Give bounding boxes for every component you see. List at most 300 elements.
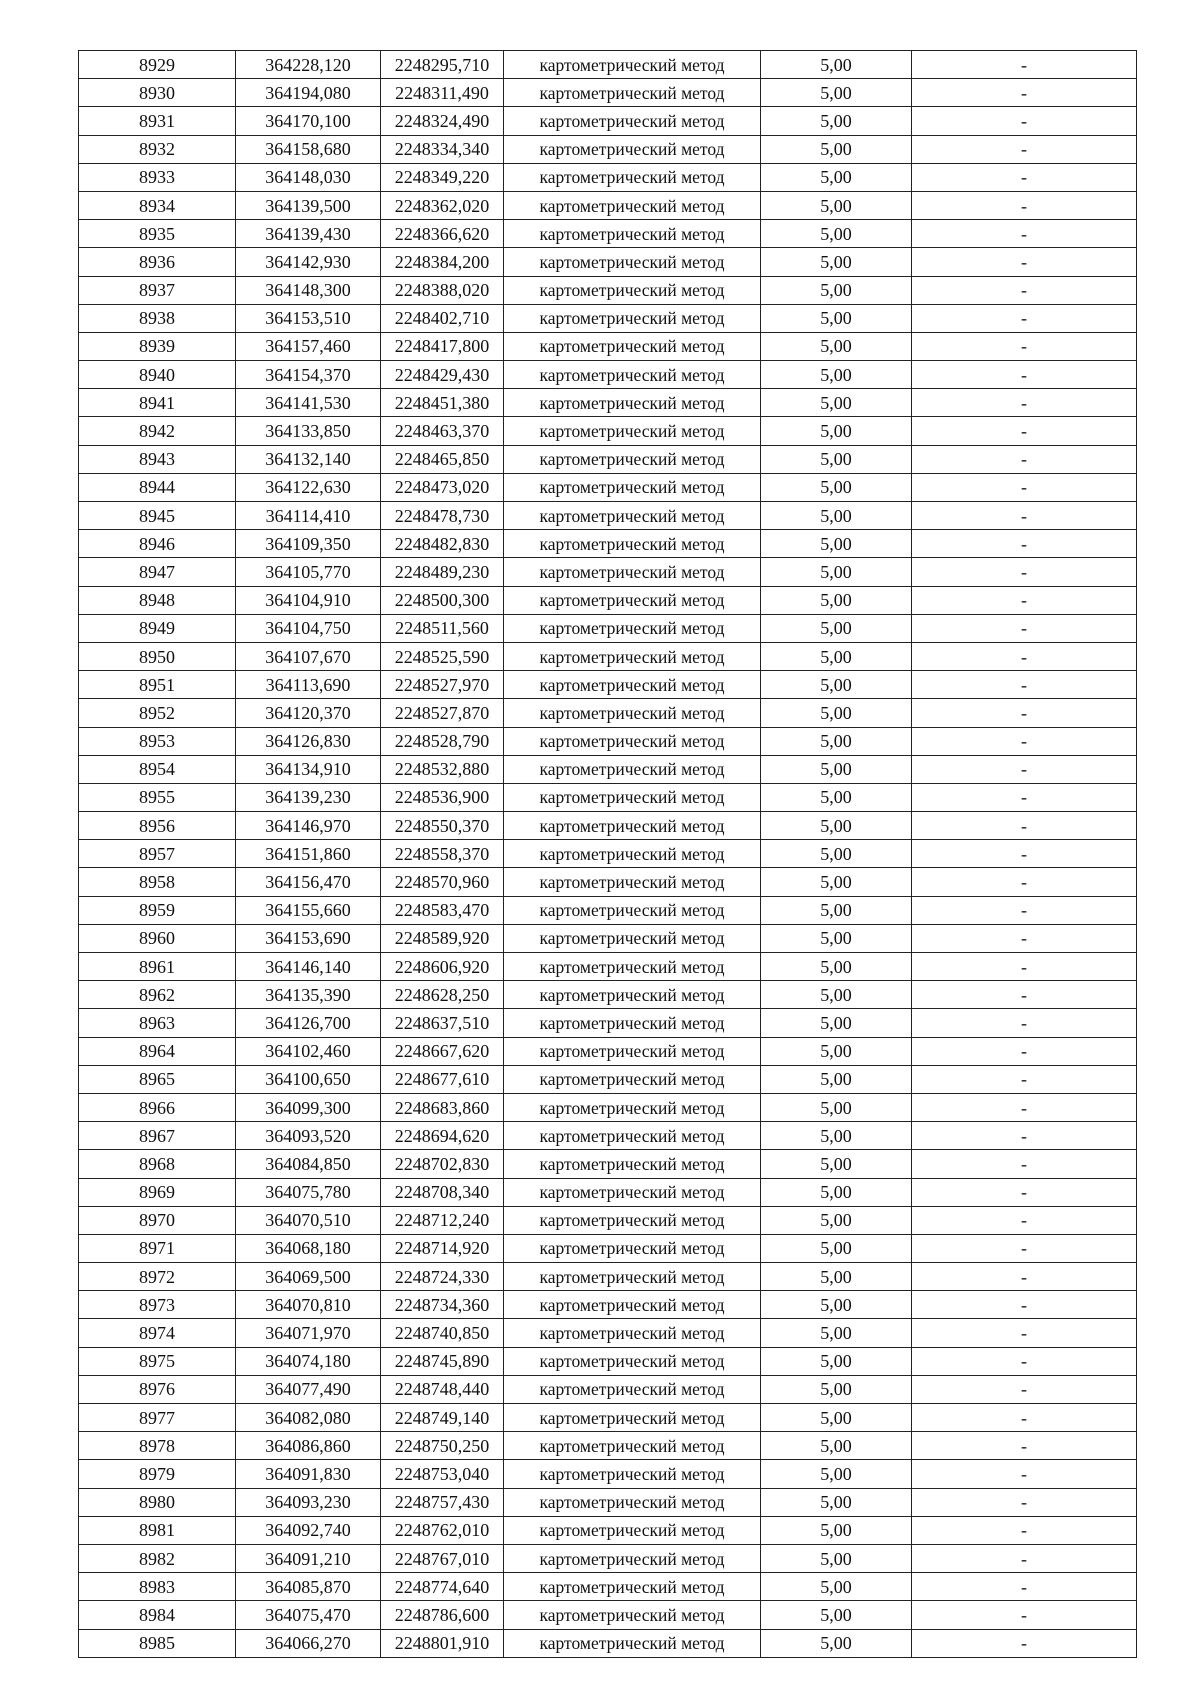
cell-accuracy: 5,00	[761, 727, 912, 755]
cell-method: картометрический метод	[504, 304, 761, 332]
cell-accuracy: 5,00	[761, 953, 912, 981]
cell-method: картометрический метод	[504, 1093, 761, 1121]
cell-y-coordinate: 2248482,830	[381, 530, 504, 558]
cell-description: -	[912, 1375, 1137, 1403]
cell-accuracy: 5,00	[761, 417, 912, 445]
cell-y-coordinate: 2248366,620	[381, 220, 504, 248]
table-row	[79, 1150, 1137, 1178]
cell-point-number: 8938	[79, 304, 236, 332]
cell-method: картометрический метод	[504, 1206, 761, 1234]
cell-y-coordinate: 2248558,370	[381, 840, 504, 868]
cell-point-number: 8971	[79, 1234, 236, 1262]
cell-point-number: 8940	[79, 361, 236, 389]
table-row	[79, 1629, 1137, 1657]
cell-point-number: 8984	[79, 1601, 236, 1629]
cell-accuracy: 5,00	[761, 1544, 912, 1572]
cell-description: -	[912, 1516, 1137, 1544]
cell-y-coordinate: 2248417,800	[381, 332, 504, 360]
table-row	[79, 135, 1137, 163]
cell-accuracy: 5,00	[761, 1516, 912, 1544]
table-row	[79, 614, 1137, 642]
cell-accuracy: 5,00	[761, 1573, 912, 1601]
cell-y-coordinate: 2248745,890	[381, 1347, 504, 1375]
cell-accuracy: 5,00	[761, 1206, 912, 1234]
table-row	[79, 163, 1137, 191]
cell-description: -	[912, 896, 1137, 924]
cell-x-coordinate: 364157,460	[236, 332, 381, 360]
cell-x-coordinate: 364114,410	[236, 502, 381, 530]
cell-point-number: 8977	[79, 1404, 236, 1432]
cell-method: картометрический метод	[504, 1516, 761, 1544]
cell-description: -	[912, 248, 1137, 276]
cell-y-coordinate: 2248465,850	[381, 445, 504, 473]
cell-x-coordinate: 364142,930	[236, 248, 381, 276]
cell-description: -	[912, 671, 1137, 699]
cell-point-number: 8947	[79, 558, 236, 586]
cell-x-coordinate: 364070,510	[236, 1206, 381, 1234]
cell-accuracy: 5,00	[761, 642, 912, 670]
cell-y-coordinate: 2248570,960	[381, 868, 504, 896]
cell-point-number: 8932	[79, 135, 236, 163]
cell-y-coordinate: 2248724,330	[381, 1263, 504, 1291]
cell-accuracy: 5,00	[761, 1263, 912, 1291]
table-row	[79, 840, 1137, 868]
cell-x-coordinate: 364092,740	[236, 1516, 381, 1544]
cell-accuracy: 5,00	[761, 220, 912, 248]
cell-method: картометрический метод	[504, 135, 761, 163]
cell-method: картометрический метод	[504, 107, 761, 135]
cell-description: -	[912, 473, 1137, 501]
cell-x-coordinate: 364091,830	[236, 1460, 381, 1488]
cell-description: -	[912, 840, 1137, 868]
cell-x-coordinate: 364228,120	[236, 51, 381, 79]
cell-description: -	[912, 1150, 1137, 1178]
cell-point-number: 8981	[79, 1516, 236, 1544]
table-row	[79, 389, 1137, 417]
cell-point-number: 8929	[79, 51, 236, 79]
cell-description: -	[912, 924, 1137, 952]
table-row	[79, 671, 1137, 699]
cell-y-coordinate: 2248489,230	[381, 558, 504, 586]
table-row	[79, 1037, 1137, 1065]
cell-method: картометрический метод	[504, 783, 761, 811]
cell-point-number: 8935	[79, 220, 236, 248]
cell-method: картометрический метод	[504, 1375, 761, 1403]
table-row	[79, 699, 1137, 727]
cell-point-number: 8949	[79, 614, 236, 642]
cell-point-number: 8972	[79, 1263, 236, 1291]
table-row	[79, 755, 1137, 783]
cell-point-number: 8978	[79, 1432, 236, 1460]
cell-accuracy: 5,00	[761, 586, 912, 614]
cell-accuracy: 5,00	[761, 1488, 912, 1516]
cell-x-coordinate: 364104,910	[236, 586, 381, 614]
table-row	[79, 51, 1137, 79]
cell-point-number: 8948	[79, 586, 236, 614]
cell-point-number: 8970	[79, 1206, 236, 1234]
cell-method: картометрический метод	[504, 1432, 761, 1460]
cell-y-coordinate: 2248295,710	[381, 51, 504, 79]
cell-accuracy: 5,00	[761, 614, 912, 642]
cell-method: картометрический метод	[504, 614, 761, 642]
cell-point-number: 8954	[79, 755, 236, 783]
cell-x-coordinate: 364141,530	[236, 389, 381, 417]
cell-x-coordinate: 364135,390	[236, 981, 381, 1009]
cell-description: -	[912, 812, 1137, 840]
table-row	[79, 1263, 1137, 1291]
table-row	[79, 924, 1137, 952]
table-row	[79, 304, 1137, 332]
cell-description: -	[912, 51, 1137, 79]
cell-method: картометрический метод	[504, 276, 761, 304]
table-row	[79, 1544, 1137, 1572]
cell-y-coordinate: 2248637,510	[381, 1009, 504, 1037]
cell-point-number: 8952	[79, 699, 236, 727]
cell-point-number: 8966	[79, 1093, 236, 1121]
cell-point-number: 8975	[79, 1347, 236, 1375]
table-row	[79, 530, 1137, 558]
cell-accuracy: 5,00	[761, 558, 912, 586]
cell-point-number: 8976	[79, 1375, 236, 1403]
cell-y-coordinate: 2248714,920	[381, 1234, 504, 1262]
cell-method: картометрический метод	[504, 361, 761, 389]
cell-accuracy: 5,00	[761, 1404, 912, 1432]
cell-description: -	[912, 1319, 1137, 1347]
cell-method: картометрический метод	[504, 812, 761, 840]
table-row	[79, 1488, 1137, 1516]
cell-description: -	[912, 502, 1137, 530]
cell-point-number: 8945	[79, 502, 236, 530]
table-row	[79, 1234, 1137, 1262]
cell-x-coordinate: 364126,830	[236, 727, 381, 755]
cell-y-coordinate: 2248532,880	[381, 755, 504, 783]
table-row	[79, 981, 1137, 1009]
cell-point-number: 8958	[79, 868, 236, 896]
cell-y-coordinate: 2248606,920	[381, 953, 504, 981]
cell-accuracy: 5,00	[761, 896, 912, 924]
cell-method: картометрический метод	[504, 755, 761, 783]
cell-y-coordinate: 2248712,240	[381, 1206, 504, 1234]
cell-point-number: 8930	[79, 79, 236, 107]
cell-y-coordinate: 2248753,040	[381, 1460, 504, 1488]
cell-description: -	[912, 1432, 1137, 1460]
cell-accuracy: 5,00	[761, 79, 912, 107]
cell-description: -	[912, 191, 1137, 219]
cell-point-number: 8980	[79, 1488, 236, 1516]
cell-y-coordinate: 2248740,850	[381, 1319, 504, 1347]
cell-point-number: 8953	[79, 727, 236, 755]
cell-description: -	[912, 868, 1137, 896]
table-row	[79, 868, 1137, 896]
cell-accuracy: 5,00	[761, 1122, 912, 1150]
table-row	[79, 1460, 1137, 1488]
cell-accuracy: 5,00	[761, 812, 912, 840]
cell-accuracy: 5,00	[761, 1601, 912, 1629]
cell-accuracy: 5,00	[761, 671, 912, 699]
cell-x-coordinate: 364109,350	[236, 530, 381, 558]
cell-x-coordinate: 364093,520	[236, 1122, 381, 1150]
cell-method: картометрический метод	[504, 727, 761, 755]
cell-point-number: 8982	[79, 1544, 236, 1572]
cell-point-number: 8983	[79, 1573, 236, 1601]
cell-point-number: 8955	[79, 783, 236, 811]
cell-accuracy: 5,00	[761, 1629, 912, 1657]
cell-y-coordinate: 2248349,220	[381, 163, 504, 191]
cell-accuracy: 5,00	[761, 1460, 912, 1488]
cell-accuracy: 5,00	[761, 1009, 912, 1037]
cell-accuracy: 5,00	[761, 107, 912, 135]
cell-y-coordinate: 2248762,010	[381, 1516, 504, 1544]
cell-method: картометрический метод	[504, 502, 761, 530]
cell-x-coordinate: 364148,030	[236, 163, 381, 191]
cell-description: -	[912, 220, 1137, 248]
table-row	[79, 1206, 1137, 1234]
cell-y-coordinate: 2248311,490	[381, 79, 504, 107]
cell-x-coordinate: 364084,850	[236, 1150, 381, 1178]
cell-accuracy: 5,00	[761, 1234, 912, 1262]
table-row	[79, 642, 1137, 670]
cell-accuracy: 5,00	[761, 1178, 912, 1206]
cell-method: картометрический метод	[504, 896, 761, 924]
cell-x-coordinate: 364133,850	[236, 417, 381, 445]
cell-accuracy: 5,00	[761, 1432, 912, 1460]
cell-y-coordinate: 2248384,200	[381, 248, 504, 276]
cell-accuracy: 5,00	[761, 163, 912, 191]
cell-description: -	[912, 1488, 1137, 1516]
table-row	[79, 558, 1137, 586]
cell-description: -	[912, 445, 1137, 473]
cell-point-number: 8968	[79, 1150, 236, 1178]
cell-y-coordinate: 2248536,900	[381, 783, 504, 811]
table-row	[79, 502, 1137, 530]
cell-description: -	[912, 276, 1137, 304]
cell-method: картометрический метод	[504, 389, 761, 417]
cell-x-coordinate: 364105,770	[236, 558, 381, 586]
cell-method: картометрический метод	[504, 248, 761, 276]
cell-accuracy: 5,00	[761, 1065, 912, 1093]
cell-point-number: 8937	[79, 276, 236, 304]
cell-point-number: 8960	[79, 924, 236, 952]
cell-method: картометрический метод	[504, 1488, 761, 1516]
cell-accuracy: 5,00	[761, 445, 912, 473]
cell-point-number: 8959	[79, 896, 236, 924]
table-row	[79, 276, 1137, 304]
cell-point-number: 8979	[79, 1460, 236, 1488]
cell-method: картометрический метод	[504, 1122, 761, 1150]
cell-x-coordinate: 364139,230	[236, 783, 381, 811]
cell-accuracy: 5,00	[761, 51, 912, 79]
cell-description: -	[912, 1544, 1137, 1572]
cell-y-coordinate: 2248677,610	[381, 1065, 504, 1093]
table-row	[79, 1009, 1137, 1037]
table-row	[79, 783, 1137, 811]
cell-y-coordinate: 2248589,920	[381, 924, 504, 952]
cell-accuracy: 5,00	[761, 332, 912, 360]
cell-y-coordinate: 2248702,830	[381, 1150, 504, 1178]
cell-accuracy: 5,00	[761, 1375, 912, 1403]
table-row	[79, 1291, 1137, 1319]
table-row	[79, 1065, 1137, 1093]
cell-y-coordinate: 2248402,710	[381, 304, 504, 332]
cell-accuracy: 5,00	[761, 1319, 912, 1347]
cell-y-coordinate: 2248500,300	[381, 586, 504, 614]
cell-x-coordinate: 364077,490	[236, 1375, 381, 1403]
cell-method: картометрический метод	[504, 558, 761, 586]
cell-point-number: 8964	[79, 1037, 236, 1065]
cell-x-coordinate: 364069,500	[236, 1263, 381, 1291]
cell-point-number: 8973	[79, 1291, 236, 1319]
cell-description: -	[912, 530, 1137, 558]
coordinates-table-body	[79, 51, 1137, 1658]
cell-accuracy: 5,00	[761, 361, 912, 389]
table-row	[79, 1516, 1137, 1544]
cell-method: картометрический метод	[504, 981, 761, 1009]
cell-accuracy: 5,00	[761, 1347, 912, 1375]
table-row	[79, 727, 1137, 755]
table-row	[79, 1601, 1137, 1629]
cell-description: -	[912, 1009, 1137, 1037]
cell-point-number: 8950	[79, 642, 236, 670]
table-row	[79, 473, 1137, 501]
cell-description: -	[912, 727, 1137, 755]
cell-y-coordinate: 2248525,590	[381, 642, 504, 670]
cell-method: картометрический метод	[504, 1601, 761, 1629]
cell-accuracy: 5,00	[761, 135, 912, 163]
cell-x-coordinate: 364082,080	[236, 1404, 381, 1432]
cell-method: картометрический метод	[504, 1460, 761, 1488]
cell-description: -	[912, 304, 1137, 332]
cell-y-coordinate: 2248757,430	[381, 1488, 504, 1516]
cell-description: -	[912, 135, 1137, 163]
cell-y-coordinate: 2248708,340	[381, 1178, 504, 1206]
cell-point-number: 8934	[79, 191, 236, 219]
table-row	[79, 896, 1137, 924]
cell-description: -	[912, 783, 1137, 811]
cell-accuracy: 5,00	[761, 1291, 912, 1319]
cell-y-coordinate: 2248527,870	[381, 699, 504, 727]
cell-y-coordinate: 2248473,020	[381, 473, 504, 501]
cell-point-number: 8944	[79, 473, 236, 501]
cell-point-number: 8942	[79, 417, 236, 445]
cell-accuracy: 5,00	[761, 868, 912, 896]
cell-description: -	[912, 1460, 1137, 1488]
cell-x-coordinate: 364151,860	[236, 840, 381, 868]
cell-description: -	[912, 1206, 1137, 1234]
cell-method: картометрический метод	[504, 79, 761, 107]
cell-x-coordinate: 364154,370	[236, 361, 381, 389]
cell-y-coordinate: 2248749,140	[381, 1404, 504, 1432]
cell-x-coordinate: 364102,460	[236, 1037, 381, 1065]
cell-point-number: 8931	[79, 107, 236, 135]
table-row	[79, 248, 1137, 276]
cell-y-coordinate: 2248451,380	[381, 389, 504, 417]
cell-x-coordinate: 364139,430	[236, 220, 381, 248]
cell-method: картометрический метод	[504, 924, 761, 952]
table-row	[79, 1122, 1137, 1150]
cell-description: -	[912, 699, 1137, 727]
cell-x-coordinate: 364075,780	[236, 1178, 381, 1206]
table-row	[79, 361, 1137, 389]
cell-y-coordinate: 2248528,790	[381, 727, 504, 755]
table-row	[79, 812, 1137, 840]
cell-point-number: 8985	[79, 1629, 236, 1657]
cell-description: -	[912, 1093, 1137, 1121]
cell-description: -	[912, 1291, 1137, 1319]
cell-x-coordinate: 364156,470	[236, 868, 381, 896]
cell-description: -	[912, 1629, 1137, 1657]
cell-method: картометрический метод	[504, 473, 761, 501]
cell-method: картометрический метод	[504, 671, 761, 699]
cell-x-coordinate: 364071,970	[236, 1319, 381, 1347]
cell-y-coordinate: 2248750,250	[381, 1432, 504, 1460]
cell-x-coordinate: 364085,870	[236, 1573, 381, 1601]
table-row	[79, 332, 1137, 360]
cell-description: -	[912, 1234, 1137, 1262]
cell-description: -	[912, 1178, 1137, 1206]
cell-method: картометрический метод	[504, 191, 761, 219]
cell-y-coordinate: 2248511,560	[381, 614, 504, 642]
cell-x-coordinate: 364155,660	[236, 896, 381, 924]
cell-description: -	[912, 1573, 1137, 1601]
cell-method: картометрический метод	[504, 530, 761, 558]
cell-method: картометрический метод	[504, 840, 761, 868]
cell-description: -	[912, 586, 1137, 614]
table-row	[79, 191, 1137, 219]
cell-description: -	[912, 389, 1137, 417]
cell-x-coordinate: 364146,140	[236, 953, 381, 981]
cell-description: -	[912, 361, 1137, 389]
cell-method: картометрический метод	[504, 1037, 761, 1065]
table-row	[79, 107, 1137, 135]
cell-x-coordinate: 364120,370	[236, 699, 381, 727]
cell-description: -	[912, 953, 1137, 981]
coordinates-table	[78, 50, 1137, 1658]
cell-point-number: 8933	[79, 163, 236, 191]
cell-x-coordinate: 364132,140	[236, 445, 381, 473]
cell-description: -	[912, 755, 1137, 783]
cell-description: -	[912, 1601, 1137, 1629]
cell-accuracy: 5,00	[761, 530, 912, 558]
table-row	[79, 1319, 1137, 1347]
cell-y-coordinate: 2248362,020	[381, 191, 504, 219]
cell-y-coordinate: 2248774,640	[381, 1573, 504, 1601]
cell-description: -	[912, 558, 1137, 586]
cell-accuracy: 5,00	[761, 389, 912, 417]
cell-y-coordinate: 2248388,020	[381, 276, 504, 304]
cell-description: -	[912, 642, 1137, 670]
table-row	[79, 79, 1137, 107]
cell-method: картометрический метод	[504, 1573, 761, 1601]
cell-description: -	[912, 332, 1137, 360]
cell-point-number: 8936	[79, 248, 236, 276]
cell-description: -	[912, 1065, 1137, 1093]
cell-accuracy: 5,00	[761, 191, 912, 219]
cell-accuracy: 5,00	[761, 248, 912, 276]
table-row	[79, 1432, 1137, 1460]
cell-x-coordinate: 364093,230	[236, 1488, 381, 1516]
cell-description: -	[912, 417, 1137, 445]
cell-y-coordinate: 2248429,430	[381, 361, 504, 389]
cell-x-coordinate: 364104,750	[236, 614, 381, 642]
cell-accuracy: 5,00	[761, 304, 912, 332]
cell-point-number: 8969	[79, 1178, 236, 1206]
cell-x-coordinate: 364086,860	[236, 1432, 381, 1460]
cell-description: -	[912, 79, 1137, 107]
table-row	[79, 220, 1137, 248]
cell-y-coordinate: 2248801,910	[381, 1629, 504, 1657]
cell-accuracy: 5,00	[761, 1150, 912, 1178]
table-row	[79, 953, 1137, 981]
